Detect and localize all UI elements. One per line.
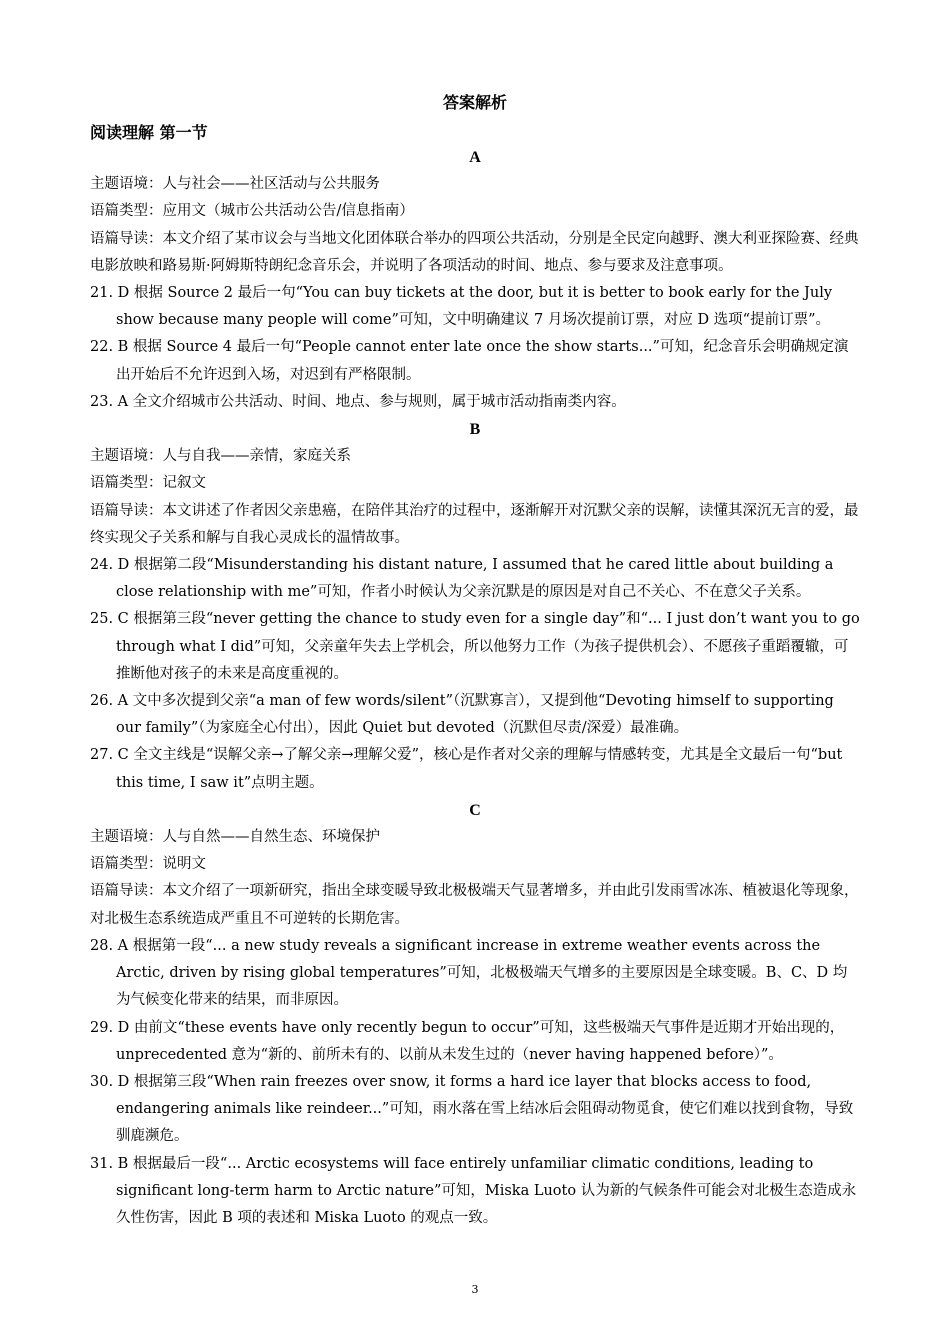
answer-24: 24. D 根据第二段“Misunderstanding his distant nature, I assumed that he cared little about building a close relationship with me”可知，作者小时候认为父亲沉默是的原因是对自己不关心、不在意父子关系。 — [90, 557, 834, 601]
passage-c-guide: 语篇导读：本文介绍了一项新研究，指出全球变暖导致北极极端天气显著增多，并由此引发雨雪冰冻、植被退化等现象，对北极生态系统造成严重且不可逆转的长期危害。 — [90, 883, 859, 927]
answer-29: 29. D 由前文“these events have only recently begun to occur”可知，这些极端天气事件是近期才开始出现的，unprecedented 意为“新的、前所未有的、以前从未发生过的（never having happened before）”。 — [90, 1019, 845, 1063]
passage-a-guide: 语篇导读：本文介绍了某市议会与当地文化团体联合举办的四项公共活动，分别是全民定向越野、澳大利亚探险赛、经典电影放映和路易斯·阿姆斯特朗纪念音乐会，并说明了各项活动的时间、地点、参与要求及注意事项。 — [90, 230, 859, 274]
answer-31: 31. B 根据最后一段“... Arctic ecosystems will face entirely unfamiliar climatic conditions, leading to significant long-term harm to Arctic nature”可知，Miska Luoto 认为新的气候条件可能会对北极生态造成永久性伤害，因此 B 项的表述和 Miska Luoto 的观点一致。 — [90, 1155, 857, 1226]
passage-a-theme: 主题语境：人与社会——社区活动与公共服务 — [90, 176, 380, 193]
content-body — [90, 144, 860, 1232]
passage-b-guide: 语篇导读：本文讲述了作者因父亲患癌，在陪伴其治疗的过程中，逐渐解开对沉默父亲的误解，读懂其深沉无言的爱，最终实现父子关系和解与自我心灵成长的温情故事。 — [90, 502, 859, 546]
answer-23: 23. A 全文介绍城市公共活动、时间、地点、参与规则，属于城市活动指南类内容。 — [90, 393, 626, 410]
page-title: 答案解析 — [442, 93, 507, 112]
passage-label-b: B — [469, 421, 481, 439]
page-number: 3 — [471, 1283, 479, 1296]
answer-27: 27. C 全文主线是“误解父亲→了解父亲→理解父爱”，核心是作者对父亲的理解与情感转变，尤其是全文最后一句“but this time, I saw it”点明主题。 — [90, 747, 843, 791]
passage-b-theme: 主题语境：人与自我——亲情，家庭关系 — [90, 448, 351, 465]
passage-c-type: 语篇类型：说明文 — [90, 856, 206, 873]
answer-30: 30. D 根据第三段“When rain freezes over snow, it forms a hard ice layer that blocks access to food, endangering animals like reindeer...”可知，雨水落在雪上结冰后会阻碍动物觅食，使它们难以找到食物，导致驯鹿濒危。 — [90, 1073, 854, 1145]
answer-28: 28. A 根据第一段“... a new study reveals a significant increase in extreme weather events across the Arctic, driven by rising global temperatures”可知，北极极端天气增多的主要原因是全球变暖。B、C、D 均为气候变化带来的结果，而非原因。 — [90, 937, 848, 1009]
section-heading: 阅读理解 第一节 — [90, 123, 208, 142]
passage-a-type: 语篇类型：应用文（城市公共活动公告/信息指南） — [90, 203, 414, 220]
answer-26: 26. A 文中多次提到父亲“a man of few words/silent”（沉默寡言），又提到他“Devoting himself to supporting our family”（为家庭全心付出），因此 Quiet but devoted（沉默但尽责/深爱）最准确。 — [90, 693, 834, 737]
passage-c-theme: 主题语境：人与自然——自然生态、环境保护 — [90, 829, 380, 846]
answer-25: 25. C 根据第三段“never getting the chance to study even for a single day”和“... I just don’t want you to go through what I did”可知，父亲童年失去上学机会，所以他努力工作（为孩子提供机会）、不愿孩子重蹈覆辙，可推断他对孩子的未来是高度重视的。 — [90, 611, 860, 682]
passage-label-c: C — [469, 801, 481, 819]
answer-22: 22. B 根据 Source 4 最后一句“People cannot enter late once the show starts...”可知，纪念音乐会明确规定演出开始后不允许迟到入场，对迟到有严格限制。 — [90, 339, 849, 383]
passage-label-a: A — [469, 149, 481, 166]
answer-21: 21. D 根据 Source 2 最后一句“You can buy tickets at the door, but it is better to book early for the July show because many people will come”可知，文中明确建议 7 月场次提前订票，对应 D 选项“提前订票”。 — [90, 285, 833, 329]
passage-b-type: 语篇类型：记叙文 — [90, 475, 206, 492]
